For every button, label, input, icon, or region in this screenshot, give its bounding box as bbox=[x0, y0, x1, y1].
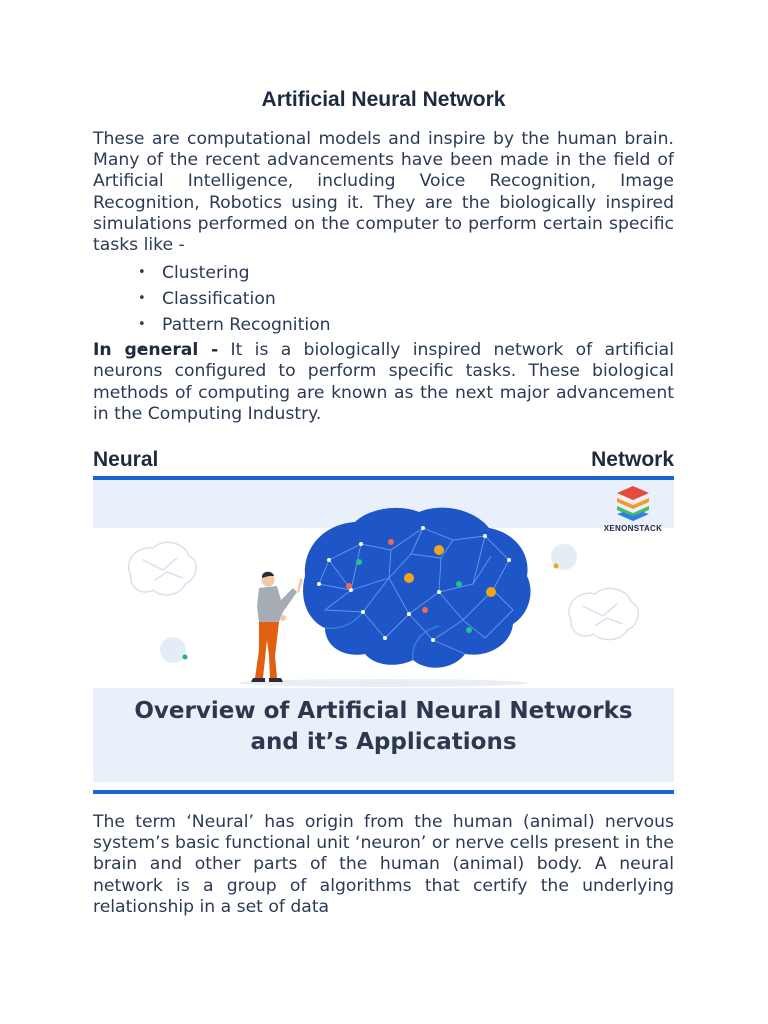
section-heading bbox=[93, 448, 674, 472]
overview-banner-image bbox=[93, 476, 674, 794]
decorative-brain-outline-icon bbox=[569, 588, 638, 639]
xenonstack-logo bbox=[600, 484, 666, 533]
decorative-dot-icon bbox=[183, 655, 188, 660]
page-title: Artificial Neural Network bbox=[261, 88, 506, 111]
general-paragraph bbox=[93, 340, 674, 425]
list-item: • Classification bbox=[138, 286, 674, 312]
general-label: In general - bbox=[93, 340, 219, 361]
decorative-circle-icon bbox=[160, 637, 186, 663]
banner-title-line-1: Overview of Artificial Neural Networks bbox=[134, 698, 633, 725]
decorative-dot-icon bbox=[554, 564, 559, 569]
list-item: • Clustering bbox=[138, 260, 674, 286]
task-list bbox=[93, 260, 674, 338]
document-page bbox=[93, 86, 674, 918]
banner-title bbox=[93, 696, 674, 758]
list-item: • Pattern Recognition bbox=[138, 312, 674, 338]
section-heading-right: Network bbox=[591, 448, 674, 472]
general-text: It is a biologically inspired network of artificial neurons configured to perform specific tasks. These biological methods of computing are known as the next major advancement in the Computing Industry. bbox=[93, 340, 674, 424]
neural-definition-paragraph: The term ‘Neural’ has origin from the human (animal) nervous system’s basic functional unit ‘neuron’ or nerve cells present in the brain and other parts of the human (animal) body. A neural network is a group of algorithms that certify the underlying relationship in a set of data bbox=[93, 812, 674, 917]
decorative-brain-outline-icon bbox=[129, 542, 197, 594]
brain-illustration bbox=[93, 480, 674, 690]
logo-text: XENONSTACK bbox=[603, 524, 663, 534]
intro-paragraph: These are computational models and inspire by the human brain. Many of the recent advancements have been made in the field of Artificial Intelligence, including Voice Recognition, Image Recognition, Robotics using it. They are the biologically inspired simulations performed on the computer to perform certain specific tasks like - bbox=[93, 129, 674, 256]
stacked-layers-logo-icon bbox=[613, 484, 653, 522]
person-illustration-icon bbox=[251, 572, 303, 682]
section-heading-left: Neural bbox=[93, 448, 159, 472]
banner-title-line-2: and it’s Applications bbox=[250, 729, 517, 756]
network-brain-icon bbox=[303, 508, 530, 668]
